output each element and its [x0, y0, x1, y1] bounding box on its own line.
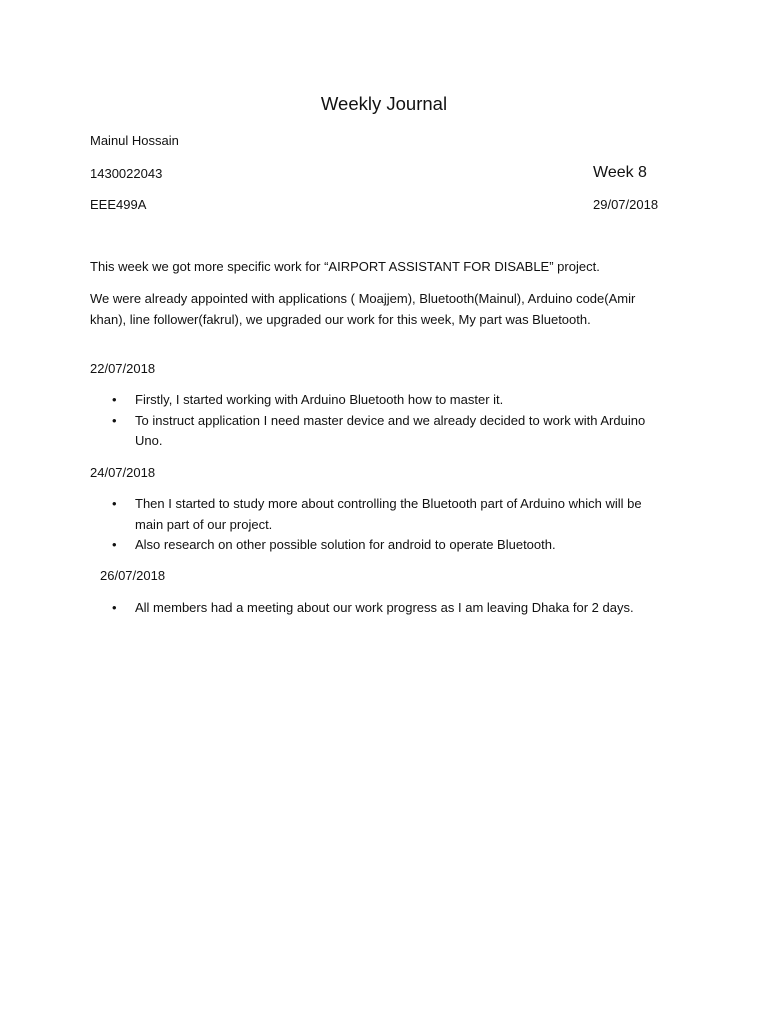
bullet-icon: • [112, 600, 117, 615]
bullet-icon: • [112, 412, 117, 428]
entry-date: 22/07/2018 [90, 361, 156, 376]
list-item [112, 411, 672, 452]
course-code: EEE499A [90, 197, 147, 212]
list-item-text: Firstly, I started working with Arduino Bluetooth how to master it. [135, 392, 504, 407]
entry-bullet-list [112, 598, 672, 619]
week-label: Week 8 [593, 164, 647, 181]
author-name: Mainul Hossain [90, 133, 179, 148]
entry-date: 26/07/2018 [100, 568, 166, 583]
list-item [112, 535, 672, 556]
list-item-text: Also research on other possible solution for android to operate Bluetooth. [135, 537, 556, 552]
entry-date: 24/07/2018 [90, 465, 156, 480]
entry-bullet-list [112, 494, 672, 556]
bullet-icon: • [112, 537, 117, 552]
list-item [112, 494, 672, 535]
intro-paragraph: This week we got more specific work for “AIRPORT ASSISTANT FOR DISABLE” project. [90, 259, 600, 274]
list-item [112, 598, 672, 619]
page-title: Weekly Journal [320, 93, 448, 114]
list-item [112, 390, 672, 411]
bullet-icon: • [112, 496, 117, 511]
assignment-paragraph: We were already appointed with applications ( Moajjem), Bluetooth(Mainul), Arduino code(Amir khan), line follower(fakrul), we upgraded our work for this week, My part was Bluetooth. [90, 291, 636, 327]
bullet-icon: • [112, 392, 117, 407]
entry-bullet-list [112, 390, 672, 452]
list-item-text: Then I started to study more about controlling the Bluetooth part of Arduino which will be main part of our project. [135, 496, 642, 532]
list-item-text: All members had a meeting about our work progress as I am leaving Dhaka for 2 days. [135, 600, 634, 615]
list-item-text: To instruct application I need master device and we already decided to work with Arduino Uno. [135, 412, 646, 448]
report-date: 29/07/2018 [593, 197, 659, 212]
student-id: 1430022043 [90, 166, 163, 181]
